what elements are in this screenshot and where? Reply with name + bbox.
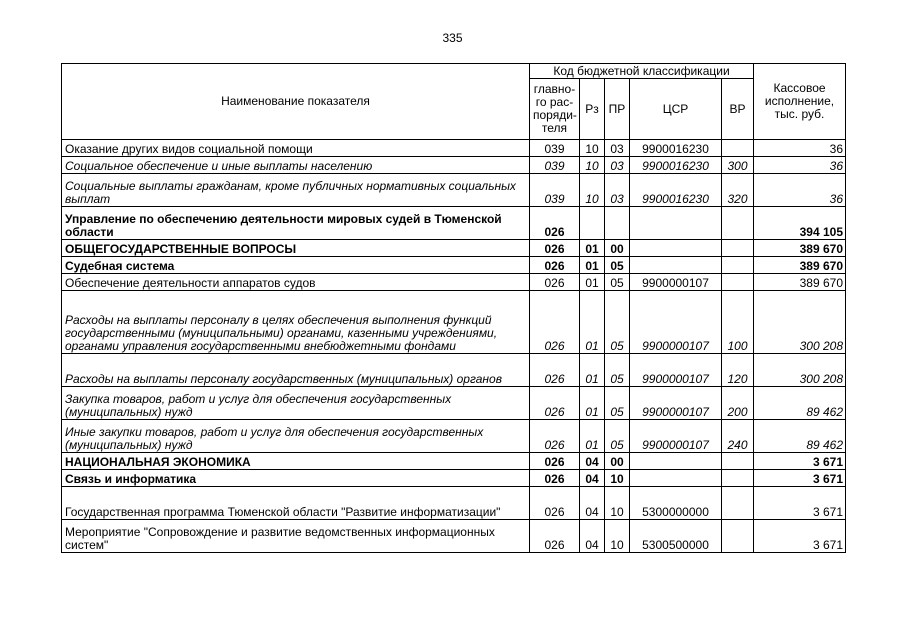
row-glav: 026 [530,420,580,453]
row-glav: 026 [530,520,580,553]
row-csr: 5300000000 [630,487,722,520]
table-row [62,174,846,207]
row-name: НАЦИОНАЛЬНАЯ ЭКОНОМИКА [62,453,530,470]
row-name: Оказание других видов социальной помощи [62,140,530,157]
table-row [62,520,846,553]
row-rz: 04 [580,470,605,487]
row-amount: 89 462 [754,387,846,420]
table-row [62,257,846,274]
row-rz: 10 [580,157,605,174]
table-row [62,274,846,291]
row-glav: 039 [530,140,580,157]
table-row [62,453,846,470]
row-vr [722,470,754,487]
row-name: Связь и информатика [62,470,530,487]
row-vr [722,140,754,157]
row-glav: 026 [530,453,580,470]
row-rz: 01 [580,274,605,291]
row-vr: 320 [722,174,754,207]
row-name: Судебная система [62,257,530,274]
row-name: Управление по обеспечению деятельности мировых судей в Тюменской области [62,207,530,240]
row-amount: 3 671 [754,520,846,553]
row-glav: 026 [530,257,580,274]
row-csr: 9900000107 [630,420,722,453]
row-vr [722,453,754,470]
header-glav: главно-го рас-поряди-теля [530,79,580,140]
row-glav: 039 [530,157,580,174]
row-name: Социальное обеспечение и иные выплаты населению [62,157,530,174]
row-vr [722,274,754,291]
row-vr [722,487,754,520]
row-glav: 026 [530,240,580,257]
row-vr [722,520,754,553]
table-row [62,207,846,240]
row-csr: 9900000107 [630,354,722,387]
row-name: ОБЩЕГОСУДАРСТВЕННЫЕ ВОПРОСЫ [62,240,530,257]
row-amount: 389 670 [754,240,846,257]
header-name: Наименование показателя [62,64,530,140]
row-csr: 9900000107 [630,387,722,420]
row-amount: 389 670 [754,257,846,274]
row-amount: 3 671 [754,470,846,487]
page-number: 335 [442,31,463,45]
row-pr: 05 [605,420,630,453]
row-rz: 01 [580,420,605,453]
row-pr: 03 [605,140,630,157]
row-name: Расходы на выплаты персоналу в целях обеспечения выполнения функций государственными (муниципальными) органами, казенными учреждениями, органами управления государственными внебюджетными фондами [62,291,530,354]
row-pr: 03 [605,174,630,207]
table-row [62,420,846,453]
row-csr [630,257,722,274]
table-row [62,240,846,257]
row-csr: 5300500000 [630,520,722,553]
row-rz: 01 [580,387,605,420]
row-name: Социальные выплаты гражданам, кроме публичных нормативных социальных выплат [62,174,530,207]
row-vr [722,240,754,257]
row-amount: 389 670 [754,274,846,291]
row-amount: 36 [754,174,846,207]
row-csr [630,207,722,240]
row-rz: 04 [580,520,605,553]
row-glav: 026 [530,470,580,487]
row-glav: 026 [530,207,580,240]
table-row [62,487,846,520]
row-rz: 01 [580,354,605,387]
header-code-group: Код бюджетной классификации [530,64,754,79]
row-amount: 36 [754,157,846,174]
row-amount: 300 208 [754,291,846,354]
row-glav: 026 [530,274,580,291]
table-row [62,140,846,157]
row-pr: 10 [605,470,630,487]
row-vr: 240 [722,420,754,453]
row-name: Закупка товаров, работ и услуг для обеспечения государственных (муниципальных) нужд [62,387,530,420]
row-rz: 10 [580,174,605,207]
row-amount: 3 671 [754,487,846,520]
row-csr [630,453,722,470]
row-name: Государственная программа Тюменской области "Развитие информатизации" [62,487,530,520]
row-csr: 9900000107 [630,274,722,291]
table-row [62,470,846,487]
row-rz: 04 [580,487,605,520]
header-csr: ЦСР [630,79,722,140]
row-pr: 10 [605,487,630,520]
row-pr: 03 [605,157,630,174]
row-vr: 200 [722,387,754,420]
row-rz: 01 [580,257,605,274]
header-rz: Рз [580,79,605,140]
row-vr [722,257,754,274]
row-glav: 026 [530,487,580,520]
row-pr: 05 [605,291,630,354]
row-csr: 9900016230 [630,140,722,157]
row-pr: 05 [605,274,630,291]
row-vr: 300 [722,157,754,174]
row-glav: 026 [530,354,580,387]
table-body [62,140,846,553]
row-amount: 300 208 [754,354,846,387]
row-amount: 36 [754,140,846,157]
table-row [62,387,846,420]
row-amount: 394 105 [754,207,846,240]
row-rz: 04 [580,453,605,470]
row-amount: 3 671 [754,453,846,470]
row-rz [580,207,605,240]
row-pr: 05 [605,354,630,387]
row-glav: 026 [530,387,580,420]
row-rz: 01 [580,240,605,257]
row-csr: 9900016230 [630,174,722,207]
row-glav: 026 [530,291,580,354]
row-amount: 89 462 [754,420,846,453]
table-row [62,157,846,174]
header-vr: ВР [722,79,754,140]
row-vr: 100 [722,291,754,354]
row-pr: 00 [605,453,630,470]
header-pr: ПР [605,79,630,140]
table-row [62,291,846,354]
header-amount: Кассовое исполнение, тыс. руб. [754,64,846,140]
row-rz: 01 [580,291,605,354]
row-pr: 10 [605,520,630,553]
row-csr [630,240,722,257]
row-name: Мероприятие "Сопровождение и развитие ведомственных информационных систем" [62,520,530,553]
row-csr [630,470,722,487]
row-pr: 05 [605,387,630,420]
row-rz: 10 [580,140,605,157]
row-csr: 9900000107 [630,291,722,354]
budget-table [61,63,846,553]
row-vr: 120 [722,354,754,387]
row-vr [722,207,754,240]
row-pr: 05 [605,257,630,274]
row-pr [605,207,630,240]
row-glav: 039 [530,174,580,207]
row-pr: 00 [605,240,630,257]
row-name: Обеспечение деятельности аппаратов судов [62,274,530,291]
row-csr: 9900016230 [630,157,722,174]
row-name: Расходы на выплаты персоналу государственных (муниципальных) органов [62,354,530,387]
table-row [62,354,846,387]
row-name: Иные закупки товаров, работ и услуг для обеспечения государственных (муниципальных) нужд [62,420,530,453]
